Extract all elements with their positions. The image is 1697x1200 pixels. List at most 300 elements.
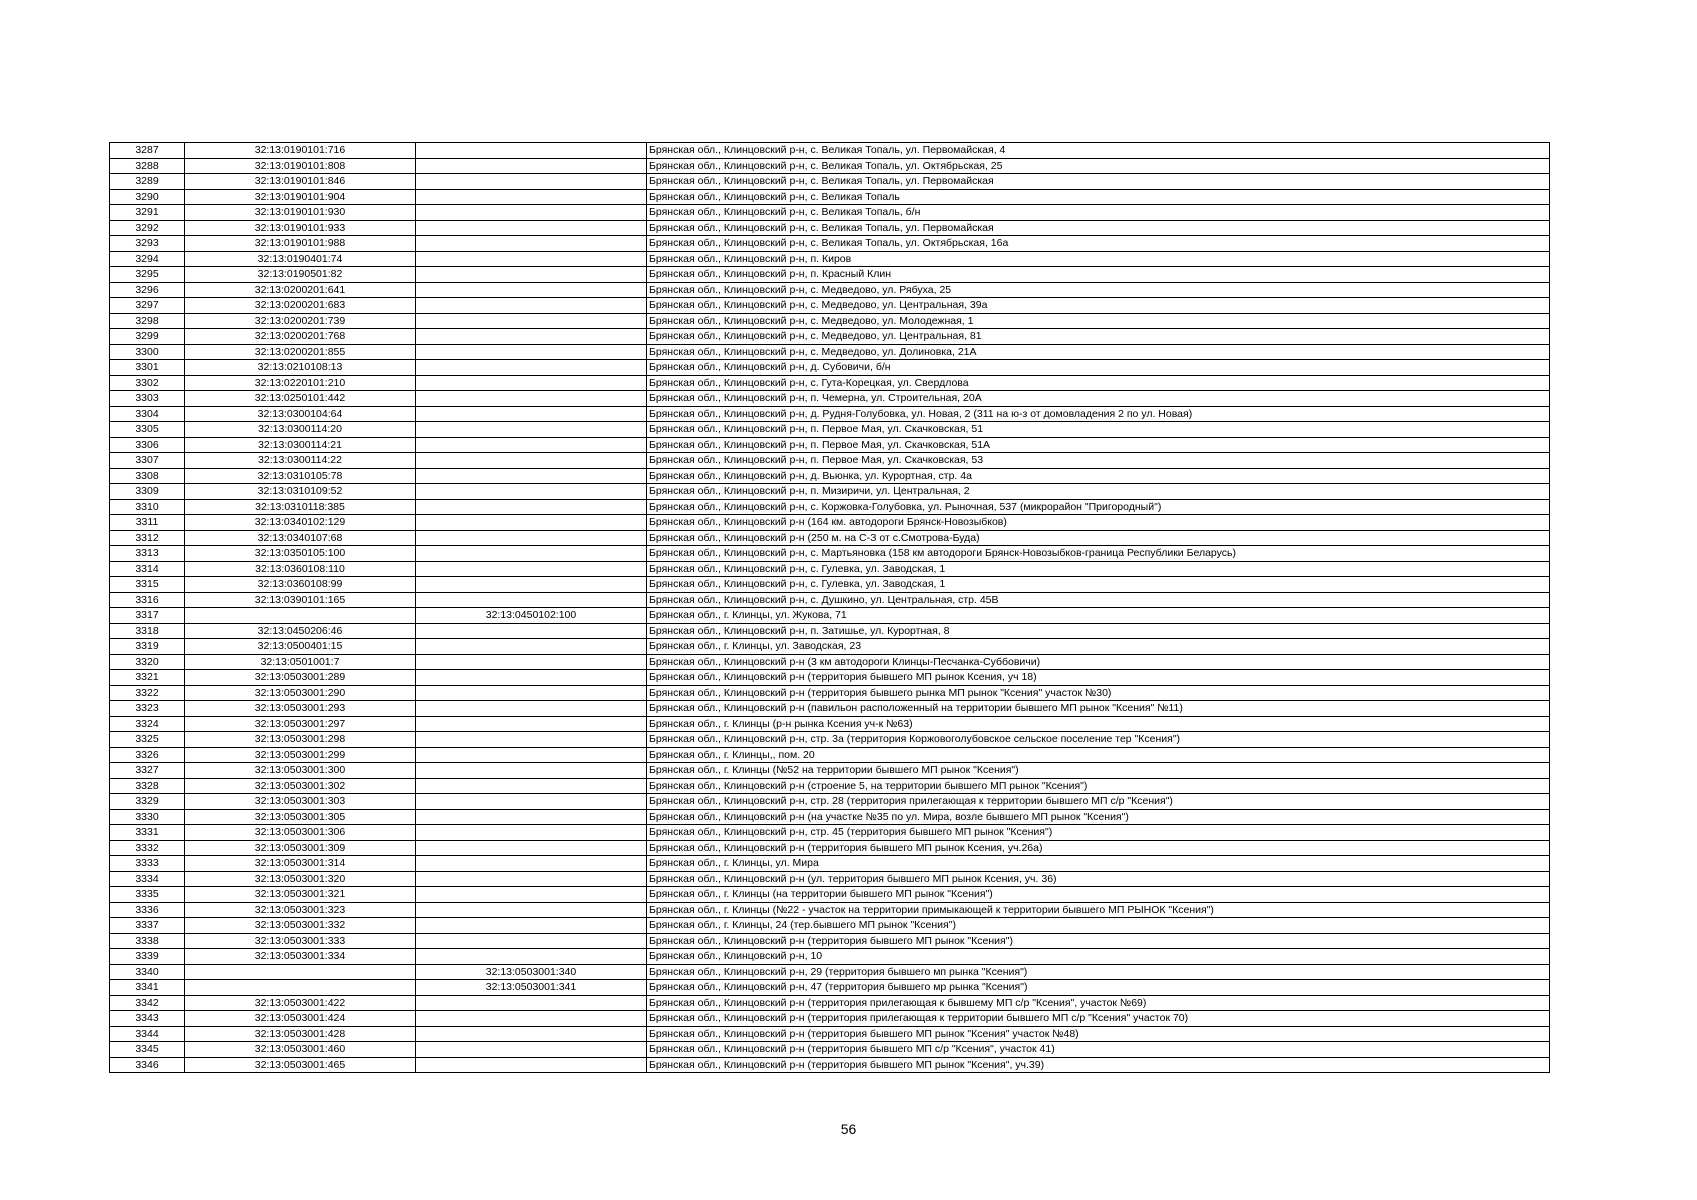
table-row: [110, 747, 1550, 763]
row-number-cell: 3314: [110, 561, 185, 577]
row-number-cell: 3330: [110, 809, 185, 825]
address-cell: Брянская обл., Клинцовский р-н, с. Великая Топаль, ул. Октябрьская, 16а: [647, 236, 1550, 252]
table-row: [110, 856, 1550, 872]
address-cell: Брянская обл., Клинцовский р-н (территория бывшего МП рынок "Ксения" участок №48): [647, 1026, 1550, 1042]
cadastral-number-cell: 32:13:0503001:314: [185, 856, 416, 872]
cadastral-number-alt-cell: [416, 515, 647, 531]
address-cell: Брянская обл., г. Клинцы (№22 - участок на территории примыкающей к территории бывшего МП РЫНОК "Ксения"): [647, 902, 1550, 918]
table-row: [110, 468, 1550, 484]
cadastral-number-alt-cell: [416, 1042, 647, 1058]
cadastral-number-alt-cell: [416, 1011, 647, 1027]
table-row: [110, 530, 1550, 546]
table-row: [110, 794, 1550, 810]
address-cell: Брянская обл., Клинцовский р-н, с. Гулевка, ул. Заводская, 1: [647, 561, 1550, 577]
address-cell: Брянская обл., Клинцовский р-н (территория бывшего МП рынок Ксения, уч 18): [647, 670, 1550, 686]
address-cell: Брянская обл., Клинцовский р-н (ул. территория бывшего МП рынок Ксения, уч. 36): [647, 871, 1550, 887]
cadastral-number-cell: 32:13:0190101:988: [185, 236, 416, 252]
cadastral-number-cell: 32:13:0503001:465: [185, 1057, 416, 1073]
cadastral-number-cell: 32:13:0503001:424: [185, 1011, 416, 1027]
table-row: [110, 158, 1550, 174]
row-number-cell: 3291: [110, 205, 185, 221]
table-row: [110, 546, 1550, 562]
cadastral-number-cell: 32:13:0503001:290: [185, 685, 416, 701]
address-cell: Брянская обл., Клинцовский р-н, с. Душкино, ул. Центральная, стр. 45В: [647, 592, 1550, 608]
row-number-cell: 3315: [110, 577, 185, 593]
table-row: [110, 143, 1550, 159]
row-number-cell: 3339: [110, 949, 185, 965]
cadastral-number-alt-cell: [416, 1057, 647, 1073]
table-row: [110, 685, 1550, 701]
cadastral-number-alt-cell: [416, 763, 647, 779]
row-number-cell: 3328: [110, 778, 185, 794]
cadastral-number-alt-cell: [416, 298, 647, 314]
row-number-cell: 3317: [110, 608, 185, 624]
cadastral-number-cell: 32:13:0501001:7: [185, 654, 416, 670]
cadastral-number-alt-cell: [416, 794, 647, 810]
cadastral-number-cell: 32:13:0190101:846: [185, 174, 416, 190]
cadastral-number-cell: 32:13:0390101:165: [185, 592, 416, 608]
table-row: [110, 1026, 1550, 1042]
table-row: [110, 251, 1550, 267]
address-cell: Брянская обл., Клинцовский р-н, п. Чемерна, ул. Строительная, 20А: [647, 391, 1550, 407]
table-row: [110, 515, 1550, 531]
address-cell: Брянская обл., Клинцовский р-н, стр. 3а (территория Коржовоголубовское сельское поселение тер "Ксения"): [647, 732, 1550, 748]
row-number-cell: 3336: [110, 902, 185, 918]
row-number-cell: 3327: [110, 763, 185, 779]
row-number-cell: 3326: [110, 747, 185, 763]
address-cell: Брянская обл., Клинцовский р-н, п. Красный Клин: [647, 267, 1550, 283]
table-row: [110, 313, 1550, 329]
table-row: [110, 809, 1550, 825]
cadastral-number-cell: 32:13:0300114:21: [185, 437, 416, 453]
table-row: [110, 825, 1550, 841]
row-number-cell: 3303: [110, 391, 185, 407]
table-row: [110, 654, 1550, 670]
address-cell: Брянская обл., Клинцовский р-н, д. Рудня-Голубовка, ул. Новая, 2 (311 на ю-з от домовладения 2 по ул. Новая): [647, 406, 1550, 422]
cadastral-number-cell: 32:13:0250101:442: [185, 391, 416, 407]
cadastral-number-cell: 32:13:0503001:332: [185, 918, 416, 934]
address-cell: Брянская обл., Клинцовский р-н, 10: [647, 949, 1550, 965]
table-row: [110, 298, 1550, 314]
address-cell: Брянская обл., Клинцовский р-н, с. Великая Топаль, б/н: [647, 205, 1550, 221]
cadastral-number-cell: 32:13:0340107:68: [185, 530, 416, 546]
address-cell: Брянская обл., Клинцовский р-н, п. Киров: [647, 251, 1550, 267]
cadastral-number-cell: 32:13:0503001:323: [185, 902, 416, 918]
table-row: [110, 344, 1550, 360]
cadastral-number-cell: 32:13:0310118:385: [185, 499, 416, 515]
cadastral-number-cell: 32:13:0340102:129: [185, 515, 416, 531]
cadastral-number-cell: 32:13:0190101:904: [185, 189, 416, 205]
cadastral-number-alt-cell: [416, 546, 647, 562]
table-row: [110, 577, 1550, 593]
row-number-cell: 3302: [110, 375, 185, 391]
table-row: [110, 980, 1550, 996]
table-row: [110, 902, 1550, 918]
cadastral-number-cell: 32:13:0190401:74: [185, 251, 416, 267]
row-number-cell: 3329: [110, 794, 185, 810]
cadastral-number-alt-cell: [416, 654, 647, 670]
address-cell: Брянская обл., г. Клинцы, ул. Мира: [647, 856, 1550, 872]
cadastral-number-alt-cell: [416, 732, 647, 748]
cadastral-number-cell: 32:13:0300104:64: [185, 406, 416, 422]
cadastral-number-alt-cell: [416, 174, 647, 190]
row-number-cell: 3325: [110, 732, 185, 748]
row-number-cell: 3297: [110, 298, 185, 314]
cadastral-number-cell: 32:13:0503001:300: [185, 763, 416, 779]
address-cell: Брянская обл., Клинцовский р-н (территория прилегающая к территории бывшего МП с/р "Ксения" участок 70): [647, 1011, 1550, 1027]
cadastral-number-cell: 32:13:0360108:110: [185, 561, 416, 577]
row-number-cell: 3323: [110, 701, 185, 717]
cadastral-number-alt-cell: [416, 670, 647, 686]
address-cell: Брянская обл., г. Клинцы (на территории бывшего МП рынок "Ксения"): [647, 887, 1550, 903]
cadastral-number-alt-cell: [416, 995, 647, 1011]
address-cell: Брянская обл., Клинцовский р-н (территория бывшего МП с/р "Ксения", участок 41): [647, 1042, 1550, 1058]
registry-table-body: [110, 143, 1550, 1073]
cadastral-number-cell: 32:13:0503001:334: [185, 949, 416, 965]
address-cell: Брянская обл., г. Клинцы,, пом. 20: [647, 747, 1550, 763]
page-number: 56: [840, 1121, 857, 1137]
table-row: [110, 267, 1550, 283]
cadastral-number-cell: 32:13:0503001:320: [185, 871, 416, 887]
cadastral-number-cell: 32:13:0503001:305: [185, 809, 416, 825]
cadastral-number-alt-cell: [416, 437, 647, 453]
cadastral-number-alt-cell: [416, 453, 647, 469]
row-number-cell: 3321: [110, 670, 185, 686]
cadastral-number-alt-cell: [416, 685, 647, 701]
table-row: [110, 592, 1550, 608]
row-number-cell: 3301: [110, 360, 185, 376]
row-number-cell: 3299: [110, 329, 185, 345]
row-number-cell: 3319: [110, 639, 185, 655]
cadastral-number-alt-cell: [416, 561, 647, 577]
cadastral-number-cell: [185, 980, 416, 996]
row-number-cell: 3320: [110, 654, 185, 670]
row-number-cell: 3332: [110, 840, 185, 856]
cadastral-number-alt-cell: [416, 344, 647, 360]
table-row: [110, 670, 1550, 686]
row-number-cell: 3290: [110, 189, 185, 205]
cadastral-number-alt-cell: [416, 1026, 647, 1042]
row-number-cell: 3288: [110, 158, 185, 174]
cadastral-number-cell: [185, 608, 416, 624]
cadastral-number-alt-cell: [416, 949, 647, 965]
row-number-cell: 3338: [110, 933, 185, 949]
row-number-cell: 3345: [110, 1042, 185, 1058]
cadastral-number-cell: 32:13:0310109:52: [185, 484, 416, 500]
table-row: [110, 608, 1550, 624]
table-row: [110, 887, 1550, 903]
row-number-cell: 3341: [110, 980, 185, 996]
address-cell: Брянская обл., Клинцовский р-н, д. Субовичи, б/н: [647, 360, 1550, 376]
row-number-cell: 3342: [110, 995, 185, 1011]
address-cell: Брянская обл., Клинцовский р-н, 47 (территория бывшего мр рынка "Ксения"): [647, 980, 1550, 996]
table-row: [110, 701, 1550, 717]
cadastral-number-alt-cell: [416, 840, 647, 856]
table-row: [110, 391, 1550, 407]
cadastral-number-alt-cell: [416, 592, 647, 608]
address-cell: Брянская обл., г. Клинцы, 24 (тер.бывшего МП рынок "Ксения"): [647, 918, 1550, 934]
row-number-cell: 3304: [110, 406, 185, 422]
row-number-cell: 3300: [110, 344, 185, 360]
cadastral-number-cell: 32:13:0450206:46: [185, 623, 416, 639]
cadastral-number-alt-cell: [416, 422, 647, 438]
address-cell: Брянская обл., г. Клинцы, ул. Заводская, 23: [647, 639, 1550, 655]
address-cell: Брянская обл., Клинцовский р-н, с. Мартьяновка (158 км автодороги Брянск-Новозыбков-граница Республики Беларусь): [647, 546, 1550, 562]
cadastral-number-cell: 32:13:0190501:82: [185, 267, 416, 283]
cadastral-number-cell: 32:13:0200201:739: [185, 313, 416, 329]
row-number-cell: 3294: [110, 251, 185, 267]
table-row: [110, 949, 1550, 965]
table-row: [110, 453, 1550, 469]
address-cell: Брянская обл., Клинцовский р-н, с. Медведово, ул. Молодежная, 1: [647, 313, 1550, 329]
cadastral-number-cell: 32:13:0310105:78: [185, 468, 416, 484]
cadastral-number-alt-cell: [416, 623, 647, 639]
address-cell: Брянская обл., Клинцовский р-н, с. Великая Топаль, ул. Первомайская, 4: [647, 143, 1550, 159]
row-number-cell: 3344: [110, 1026, 185, 1042]
cadastral-number-cell: 32:13:0190101:716: [185, 143, 416, 159]
table-row: [110, 995, 1550, 1011]
cadastral-number-alt-cell: [416, 143, 647, 159]
address-cell: Брянская обл., г. Клинцы (р-н рынка Ксения уч-к №63): [647, 716, 1550, 732]
table-row: [110, 778, 1550, 794]
table-row: [110, 561, 1550, 577]
cadastral-number-alt-cell: [416, 484, 647, 500]
table-row: [110, 871, 1550, 887]
address-cell: Брянская обл., Клинцовский р-н, п. Первое Мая, ул. Скачковская, 51А: [647, 437, 1550, 453]
table-row: [110, 763, 1550, 779]
cadastral-number-cell: 32:13:0503001:309: [185, 840, 416, 856]
table-row: [110, 623, 1550, 639]
row-number-cell: 3331: [110, 825, 185, 841]
table-row: [110, 918, 1550, 934]
cadastral-number-alt-cell: [416, 701, 647, 717]
address-cell: Брянская обл., Клинцовский р-н, стр. 28 (территория прилегающая к территории бывшего МП с/р "Ксения"): [647, 794, 1550, 810]
cadastral-number-alt-cell: [416, 375, 647, 391]
row-number-cell: 3287: [110, 143, 185, 159]
registry-table: [109, 142, 1550, 1073]
row-number-cell: 3322: [110, 685, 185, 701]
cadastral-number-cell: 32:13:0350105:100: [185, 546, 416, 562]
address-cell: Брянская обл., Клинцовский р-н (территория бывшего МП рынок "Ксения", уч.39): [647, 1057, 1550, 1073]
table-row: [110, 1057, 1550, 1073]
cadastral-number-cell: 32:13:0503001:297: [185, 716, 416, 732]
table-row: [110, 329, 1550, 345]
cadastral-number-cell: 32:13:0200201:641: [185, 282, 416, 298]
cadastral-number-alt-cell: [416, 809, 647, 825]
cadastral-number-cell: 32:13:0503001:303: [185, 794, 416, 810]
address-cell: Брянская обл., Клинцовский р-н, с. Медведово, ул. Рябуха, 25: [647, 282, 1550, 298]
row-number-cell: 3308: [110, 468, 185, 484]
address-cell: Брянская обл., г. Клинцы (№52 на территории бывшего МП рынок "Ксения"): [647, 763, 1550, 779]
cadastral-number-alt-cell: [416, 887, 647, 903]
table-row: [110, 174, 1550, 190]
address-cell: Брянская обл., Клинцовский р-н (территория бывшего МП рынок Ксения, уч.26а): [647, 840, 1550, 856]
table-row: [110, 1042, 1550, 1058]
cadastral-number-alt-cell: [416, 468, 647, 484]
address-cell: Брянская обл., Клинцовский р-н, д. Вьюнка, ул. Курортная, стр. 4а: [647, 468, 1550, 484]
cadastral-number-alt-cell: [416, 530, 647, 546]
row-number-cell: 3298: [110, 313, 185, 329]
cadastral-number-cell: 32:13:0503001:306: [185, 825, 416, 841]
cadastral-number-cell: [185, 964, 416, 980]
cadastral-number-alt-cell: [416, 778, 647, 794]
cadastral-number-alt-cell: [416, 577, 647, 593]
address-cell: Брянская обл., Клинцовский р-н, 29 (территория бывшего мп рынка "Ксения"): [647, 964, 1550, 980]
row-number-cell: 3305: [110, 422, 185, 438]
row-number-cell: 3346: [110, 1057, 185, 1073]
cadastral-number-cell: 32:13:0503001:298: [185, 732, 416, 748]
address-cell: Брянская обл., Клинцовский р-н (164 км. автодороги Брянск-Новозыбков): [647, 515, 1550, 531]
cadastral-number-cell: 32:13:0503001:422: [185, 995, 416, 1011]
cadastral-number-cell: 32:13:0503001:333: [185, 933, 416, 949]
table-row: [110, 964, 1550, 980]
cadastral-number-cell: 32:13:0220101:210: [185, 375, 416, 391]
address-cell: Брянская обл., Клинцовский р-н, с. Медведово, ул. Центральная, 39а: [647, 298, 1550, 314]
cadastral-number-alt-cell: [416, 825, 647, 841]
address-cell: Брянская обл., Клинцовский р-н (павильон расположенный на территории бывшего МП рынок "Ксения" №11): [647, 701, 1550, 717]
table-row: [110, 1011, 1550, 1027]
cadastral-number-alt-cell: [416, 856, 647, 872]
row-number-cell: 3335: [110, 887, 185, 903]
address-cell: Брянская обл., Клинцовский р-н, п. Мизиричи, ул. Центральная, 2: [647, 484, 1550, 500]
table-row: [110, 236, 1550, 252]
row-number-cell: 3333: [110, 856, 185, 872]
table-row: [110, 375, 1550, 391]
cadastral-number-alt-cell: [416, 391, 647, 407]
table-row: [110, 639, 1550, 655]
cadastral-number-alt-cell: [416, 639, 647, 655]
address-cell: Брянская обл., Клинцовский р-н, с. Великая Топаль: [647, 189, 1550, 205]
cadastral-number-alt-cell: [416, 747, 647, 763]
cadastral-number-alt-cell: 32:13:0450102:100: [416, 608, 647, 624]
row-number-cell: 3312: [110, 530, 185, 546]
cadastral-number-alt-cell: [416, 871, 647, 887]
table-row: [110, 437, 1550, 453]
cadastral-number-cell: 32:13:0500401:15: [185, 639, 416, 655]
cadastral-number-cell: 32:13:0503001:460: [185, 1042, 416, 1058]
address-cell: Брянская обл., г. Клинцы, ул. Жукова, 71: [647, 608, 1550, 624]
table-row: [110, 422, 1550, 438]
row-number-cell: 3343: [110, 1011, 185, 1027]
table-row: [110, 205, 1550, 221]
table-row: [110, 220, 1550, 236]
address-cell: Брянская обл., Клинцовский р-н, с. Великая Топаль, ул. Первомайская: [647, 174, 1550, 190]
cadastral-number-cell: 32:13:0200201:768: [185, 329, 416, 345]
table-row: [110, 840, 1550, 856]
cadastral-number-alt-cell: [416, 499, 647, 515]
row-number-cell: 3293: [110, 236, 185, 252]
row-number-cell: 3334: [110, 871, 185, 887]
address-cell: Брянская обл., Клинцовский р-н (территория бывшего МП рынок "Ксения"): [647, 933, 1550, 949]
row-number-cell: 3309: [110, 484, 185, 500]
cadastral-number-alt-cell: [416, 205, 647, 221]
address-cell: Брянская обл., Клинцовский р-н, с. Великая Топаль, ул. Октябрьская, 25: [647, 158, 1550, 174]
cadastral-number-alt-cell: [416, 220, 647, 236]
cadastral-number-cell: 32:13:0503001:299: [185, 747, 416, 763]
table-row: [110, 484, 1550, 500]
cadastral-number-alt-cell: 32:13:0503001:341: [416, 980, 647, 996]
cadastral-number-alt-cell: [416, 236, 647, 252]
address-cell: Брянская обл., Клинцовский р-н, с. Коржовка-Голубовка, ул. Рыночная, 537 (микрорайон "Пригородный"): [647, 499, 1550, 515]
address-cell: Брянская обл., Клинцовский р-н, с. Медведово, ул. Долиновка, 21А: [647, 344, 1550, 360]
cadastral-number-alt-cell: [416, 189, 647, 205]
table-row: [110, 716, 1550, 732]
address-cell: Брянская обл., Клинцовский р-н, с. Гута-Корецкая, ул. Свердлова: [647, 375, 1550, 391]
row-number-cell: 3292: [110, 220, 185, 236]
cadastral-number-alt-cell: [416, 406, 647, 422]
cadastral-number-cell: 32:13:0190101:808: [185, 158, 416, 174]
cadastral-number-alt-cell: [416, 902, 647, 918]
row-number-cell: 3311: [110, 515, 185, 531]
address-cell: Брянская обл., Клинцовский р-н (территория бывшего рынка МП рынок "Ксения" участок №30): [647, 685, 1550, 701]
cadastral-number-cell: 32:13:0300114:22: [185, 453, 416, 469]
row-number-cell: 3324: [110, 716, 185, 732]
address-cell: Брянская обл., Клинцовский р-н (250 м. на С-З от с.Смотрова-Буда): [647, 530, 1550, 546]
address-cell: Брянская обл., Клинцовский р-н, п. Первое Мая, ул. Скачковская, 53: [647, 453, 1550, 469]
cadastral-number-alt-cell: [416, 282, 647, 298]
cadastral-number-alt-cell: 32:13:0503001:340: [416, 964, 647, 980]
cadastral-number-alt-cell: [416, 360, 647, 376]
cadastral-number-cell: 32:13:0300114:20: [185, 422, 416, 438]
cadastral-number-cell: 32:13:0200201:855: [185, 344, 416, 360]
row-number-cell: 3296: [110, 282, 185, 298]
address-cell: Брянская обл., Клинцовский р-н, с. Великая Топаль, ул. Первомайская: [647, 220, 1550, 236]
cadastral-number-cell: 32:13:0190101:930: [185, 205, 416, 221]
cadastral-number-alt-cell: [416, 918, 647, 934]
table-row: [110, 933, 1550, 949]
cadastral-number-alt-cell: [416, 329, 647, 345]
address-cell: Брянская обл., Клинцовский р-н (на участке №35 по ул. Мира, возле бывшего МП рынок "Ксения"): [647, 809, 1550, 825]
address-cell: Брянская обл., Клинцовский р-н, с. Гулевка, ул. Заводская, 1: [647, 577, 1550, 593]
row-number-cell: 3337: [110, 918, 185, 934]
table-row: [110, 360, 1550, 376]
address-cell: Брянская обл., Клинцовский р-н, с. Медведово, ул. Центральная, 81: [647, 329, 1550, 345]
address-cell: Брянская обл., Клинцовский р-н (3 км автодороги Клинцы-Песчанка-Суббовичи): [647, 654, 1550, 670]
cadastral-number-cell: 32:13:0503001:293: [185, 701, 416, 717]
cadastral-number-cell: 32:13:0503001:289: [185, 670, 416, 686]
table-row: [110, 499, 1550, 515]
row-number-cell: 3307: [110, 453, 185, 469]
cadastral-number-alt-cell: [416, 933, 647, 949]
row-number-cell: 3316: [110, 592, 185, 608]
row-number-cell: 3313: [110, 546, 185, 562]
address-cell: Брянская обл., Клинцовский р-н, стр. 45 (территория бывшего МП рынок "Ксения"): [647, 825, 1550, 841]
cadastral-number-cell: 32:13:0360108:99: [185, 577, 416, 593]
address-cell: Брянская обл., Клинцовский р-н, п. Затишье, ул. Курортная, 8: [647, 623, 1550, 639]
row-number-cell: 3289: [110, 174, 185, 190]
row-number-cell: 3310: [110, 499, 185, 515]
table-row: [110, 406, 1550, 422]
cadastral-number-alt-cell: [416, 158, 647, 174]
row-number-cell: 3306: [110, 437, 185, 453]
row-number-cell: 3318: [110, 623, 185, 639]
cadastral-number-cell: 32:13:0503001:302: [185, 778, 416, 794]
cadastral-number-cell: 32:13:0503001:428: [185, 1026, 416, 1042]
cadastral-number-cell: 32:13:0200201:683: [185, 298, 416, 314]
table-row: [110, 189, 1550, 205]
cadastral-number-cell: 32:13:0210108:13: [185, 360, 416, 376]
address-cell: Брянская обл., Клинцовский р-н, п. Первое Мая, ул. Скачковская, 51: [647, 422, 1550, 438]
table-row: [110, 282, 1550, 298]
cadastral-number-alt-cell: [416, 313, 647, 329]
row-number-cell: 3340: [110, 964, 185, 980]
cadastral-number-alt-cell: [416, 251, 647, 267]
address-cell: Брянская обл., Клинцовский р-н (строение 5, на территории бывшего МП рынок "Ксения"): [647, 778, 1550, 794]
cadastral-number-alt-cell: [416, 267, 647, 283]
cadastral-number-cell: 32:13:0190101:933: [185, 220, 416, 236]
cadastral-number-alt-cell: [416, 716, 647, 732]
address-cell: Брянская обл., Клинцовский р-н (территория прилегающая к бывшему МП с/р "Ксения", участок №69): [647, 995, 1550, 1011]
